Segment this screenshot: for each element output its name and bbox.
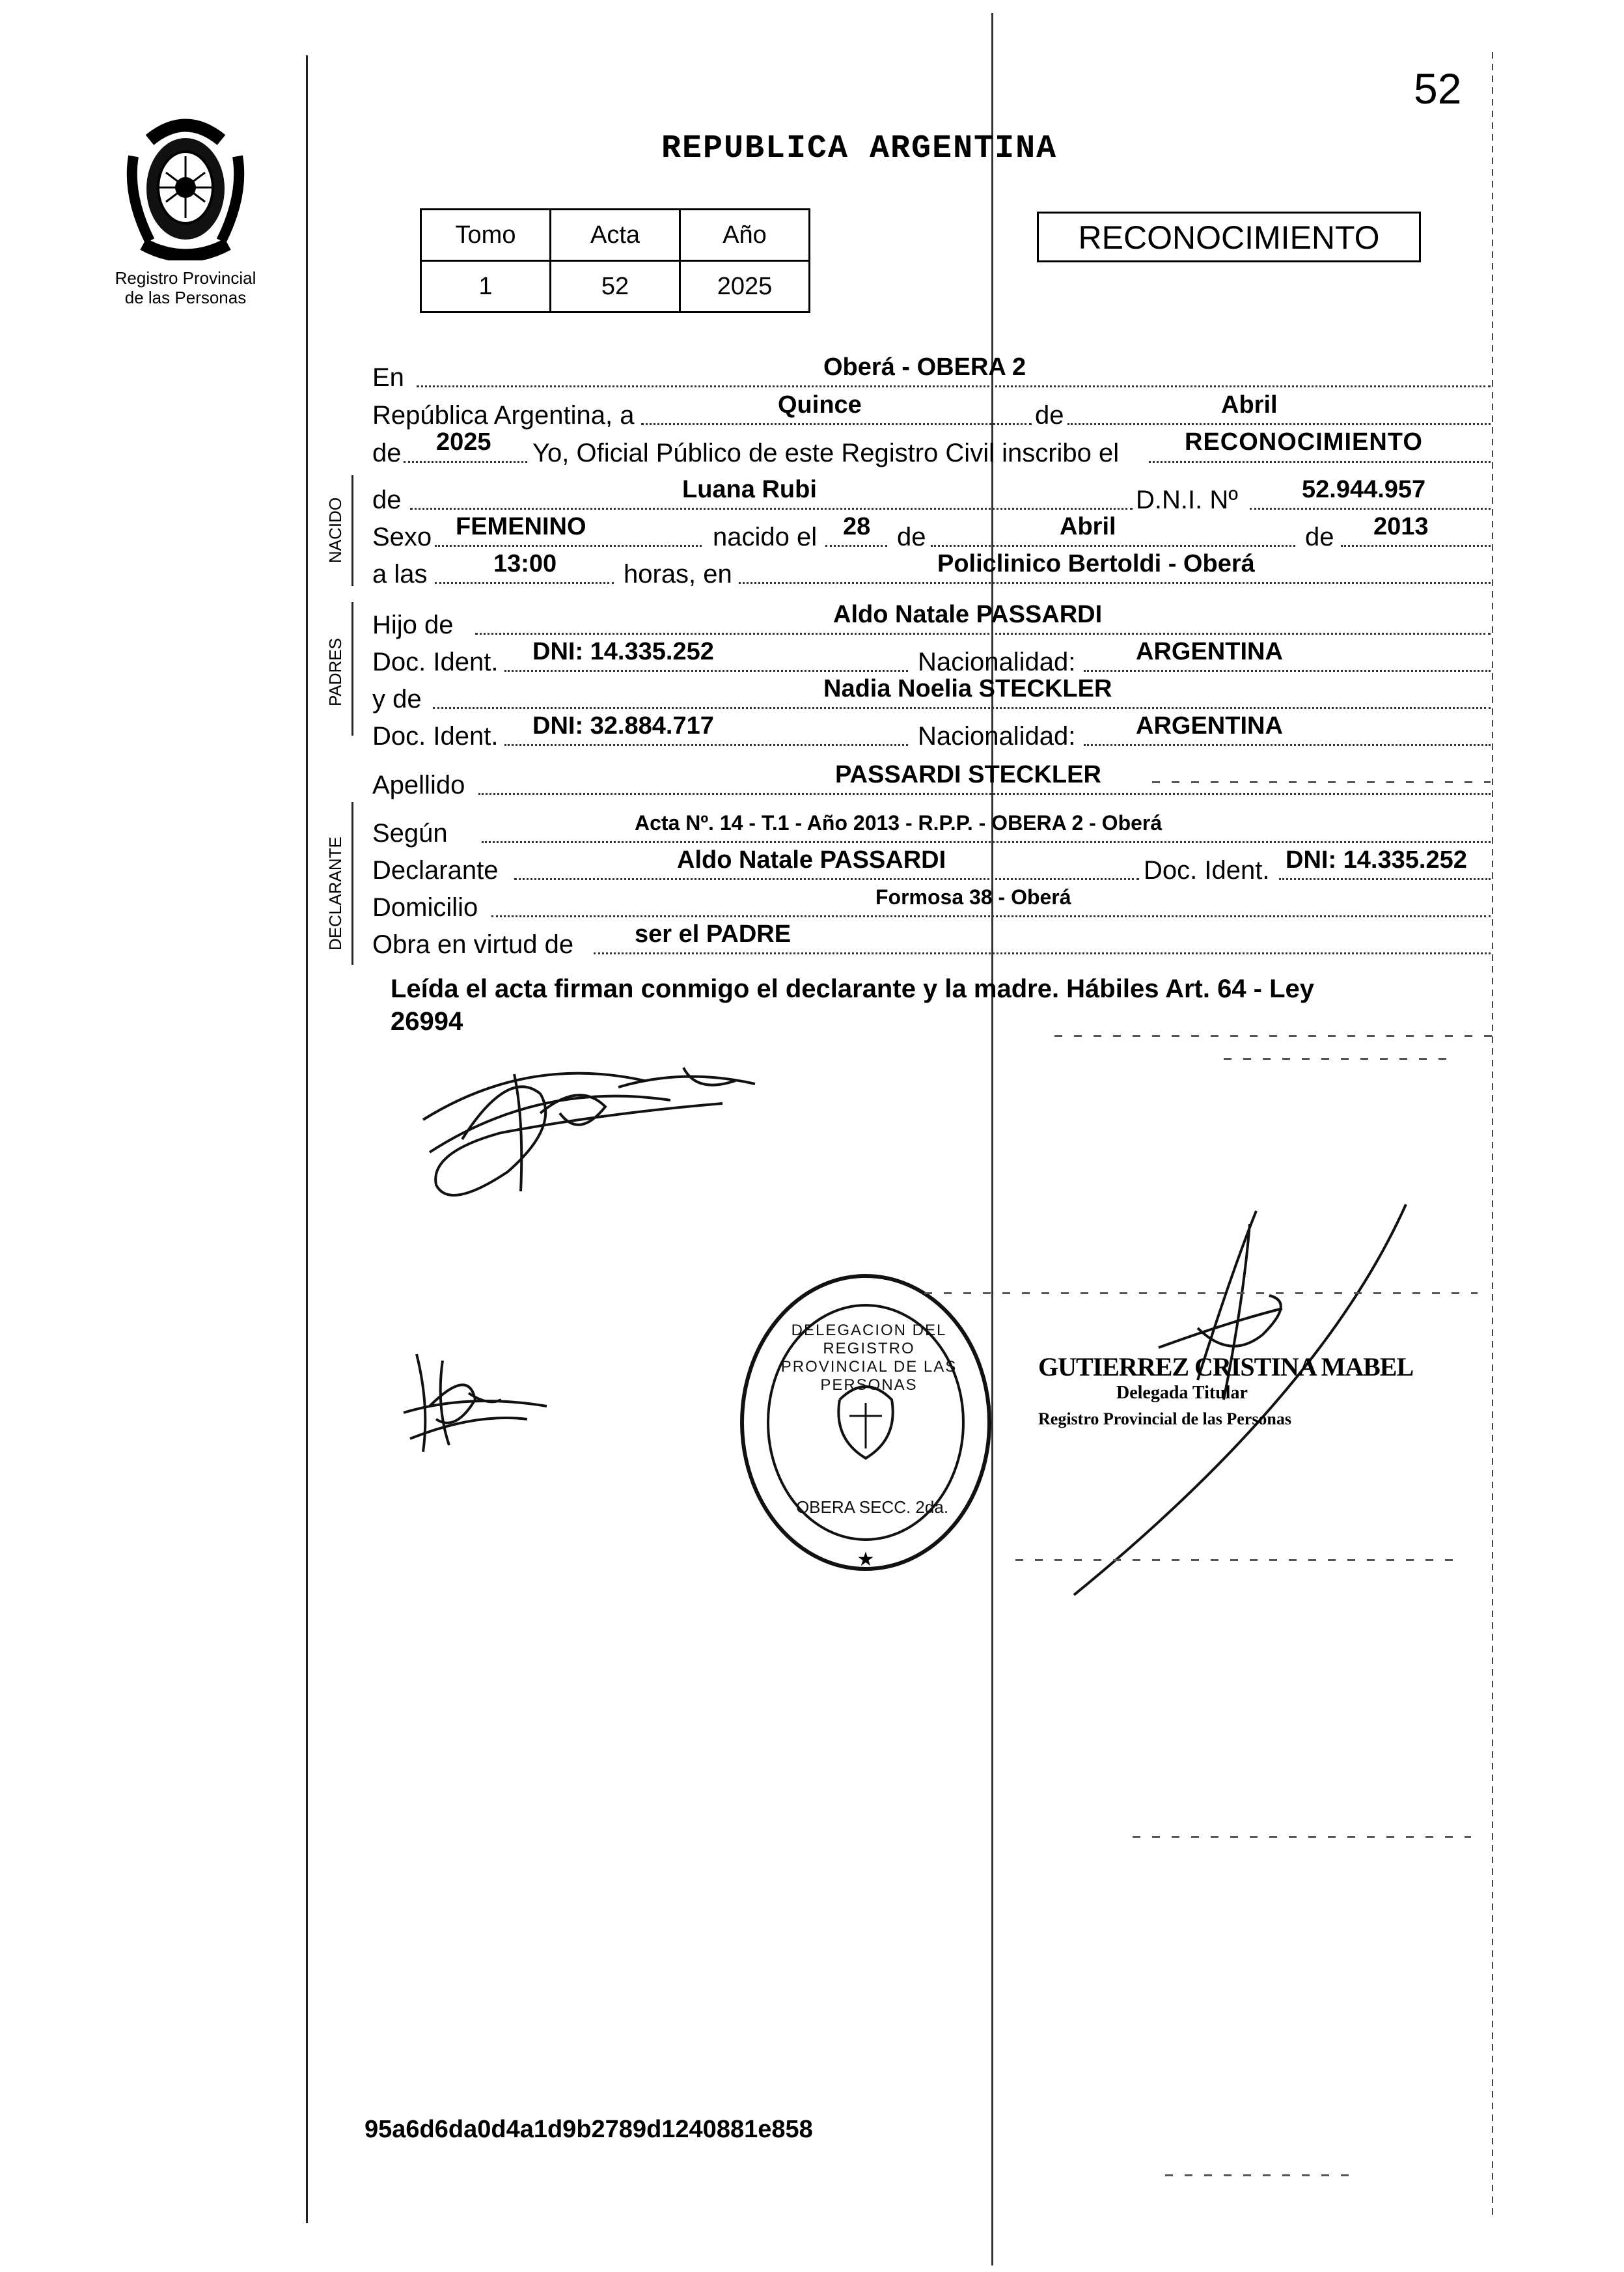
value-declarante-doc: DNI: 14.335.252 <box>1286 846 1467 874</box>
closing-statement <box>391 973 1314 1038</box>
province-emblem <box>114 111 257 260</box>
value-lugar-nac: Policlinico Bertoldi - Oberá <box>937 550 1255 577</box>
ref-value-anio: 2025 <box>680 261 810 312</box>
value-dni: 52.944.957 <box>1302 476 1426 503</box>
document-hash: 95a6d6da0d4a1d9b2789d1240881e858 <box>365 2116 813 2143</box>
label-hijo-de: Hijo de <box>372 611 454 639</box>
declarante-bracket <box>351 802 353 965</box>
section-label-declarante: DECLARANTE <box>325 837 345 950</box>
label-de: de <box>372 439 402 467</box>
value-nac-dia: 28 <box>843 513 871 540</box>
value-mes: Abril <box>1221 391 1278 419</box>
label-sexo: Sexo <box>372 523 432 551</box>
registry-line1: Registro Provincial <box>115 268 256 288</box>
value-anio: 2025 <box>436 428 491 456</box>
label-declarante: Declarante <box>372 856 499 885</box>
right-margin-line <box>1492 52 1493 2220</box>
label-segun: Según <box>372 819 448 848</box>
value-obra: ser el PADRE <box>635 921 791 948</box>
value-hora: 13:00 <box>493 550 557 577</box>
value-acto: RECONOCIMIENTO <box>1185 428 1423 456</box>
scan-noise-3 <box>1224 1058 1458 1060</box>
value-padre: Aldo Natale PASSARDI <box>833 601 1103 628</box>
value-nombre: Luana Rubi <box>682 476 817 503</box>
svg-text:★: ★ <box>857 1548 875 1571</box>
left-margin-line <box>306 55 308 2223</box>
scan-noise-7 <box>1165 2174 1360 2176</box>
padres-bracket <box>351 602 353 736</box>
label-y-de: y de <box>372 685 422 713</box>
ref-value-acta: 52 <box>551 261 680 312</box>
section-label-nacido: NACIDO <box>325 497 345 563</box>
value-madre-doc: DNI: 32.884.717 <box>532 712 714 740</box>
scan-noise-1 <box>1152 781 1491 783</box>
label-obra: Obra en virtud de <box>372 930 574 959</box>
act-type-box: RECONOCIMIENTO <box>1037 212 1421 262</box>
label-nacionalidad-padre: Nacionalidad: <box>918 648 1076 676</box>
closing-line1: Leída el acta firman conmigo el declarante y la madre. Hábiles Art. 64 - Ley <box>391 975 1315 1003</box>
label-de-name: de <box>372 486 402 514</box>
official-role: Delegada Titular <box>1116 1383 1248 1403</box>
declarant-signature <box>410 1042 768 1211</box>
section-label-padres: PADRES <box>325 638 345 706</box>
ref-value-tomo: 1 <box>421 261 551 312</box>
label-doc-ident-declarante: Doc. Ident. <box>1144 856 1270 885</box>
nacido-bracket <box>351 475 353 586</box>
value-madre-nac: ARGENTINA <box>1136 712 1283 740</box>
label-en: En <box>372 363 404 392</box>
value-sexo: FEMENINO <box>456 513 586 540</box>
value-segun: Acta Nº. 14 - T.1 - Año 2013 - R.P.P. - OBERA 2 - Oberá <box>635 811 1163 835</box>
label-nacido-el: nacido el <box>713 523 818 551</box>
scan-noise-6 <box>1133 1836 1471 1838</box>
ref-header-acta: Acta <box>551 210 680 261</box>
label-horas-en: horas, en <box>624 560 732 589</box>
ref-header-anio: Año <box>680 210 810 261</box>
label-de-b2: de <box>1305 523 1334 551</box>
value-nac-anio: 2013 <box>1373 513 1429 540</box>
seal-bottom-text: OBERA SECC. 2da. <box>795 1497 949 1517</box>
seal-ring-text: DELEGACION DEL REGISTRO PROVINCIAL DE LAS PERSONAS <box>780 1322 957 1394</box>
registry-line2: de las Personas <box>124 288 247 307</box>
value-domicilio: Formosa 38 - Oberá <box>875 885 1071 909</box>
page-number: 52 <box>1414 64 1462 113</box>
official-name: GUTIERREZ CRISTINA MABEL <box>1038 1352 1414 1381</box>
scan-noise-2 <box>1054 1035 1497 1037</box>
ref-header-tomo: Tomo <box>421 210 551 261</box>
value-nac-mes: Abril <box>1060 513 1116 540</box>
label-doc-ident-madre: Doc. Ident. <box>372 722 499 751</box>
closing-line2: 26994 <box>391 1007 463 1036</box>
act-reference-table <box>420 208 810 313</box>
official-office: Registro Provincial de las Personas <box>1038 1409 1292 1428</box>
label-doc-ident-padre: Doc. Ident. <box>372 648 499 676</box>
value-dia: Quince <box>778 391 862 419</box>
value-declarante: Aldo Natale PASSARDI <box>677 846 946 874</box>
value-lugar: Oberá - OBERA 2 <box>823 353 1026 381</box>
registry-name <box>98 268 273 307</box>
value-padre-doc: DNI: 14.335.252 <box>532 638 714 665</box>
value-apellido: PASSARDI STECKLER <box>835 761 1101 788</box>
center-fold-line <box>991 13 993 2265</box>
value-padre-nac: ARGENTINA <box>1136 638 1283 665</box>
value-madre: Nadia Noelia STECKLER <box>823 675 1112 702</box>
label-republica: República Argentina, a <box>372 401 635 430</box>
label-dni: D.N.I. Nº <box>1136 486 1238 514</box>
delegation-seal <box>729 1269 1002 1582</box>
scan-noise-4 <box>924 1292 1478 1294</box>
label-apellido: Apellido <box>372 771 465 799</box>
label-de-mid: de <box>1035 401 1064 430</box>
label-a-las: a las <box>372 560 428 589</box>
mother-signature <box>391 1341 560 1465</box>
label-domicilio: Domicilio <box>372 893 478 922</box>
label-nacionalidad-madre: Nacionalidad: <box>918 722 1076 751</box>
scan-noise-5 <box>1015 1559 1458 1561</box>
label-oficial: Yo, Oficial Público de este Registro Civil inscribo el <box>532 439 1120 467</box>
page-title: REPUBLICA ARGENTINA <box>661 130 1058 167</box>
label-de-b1: de <box>897 523 926 551</box>
official-stamp <box>1038 1354 1413 1432</box>
